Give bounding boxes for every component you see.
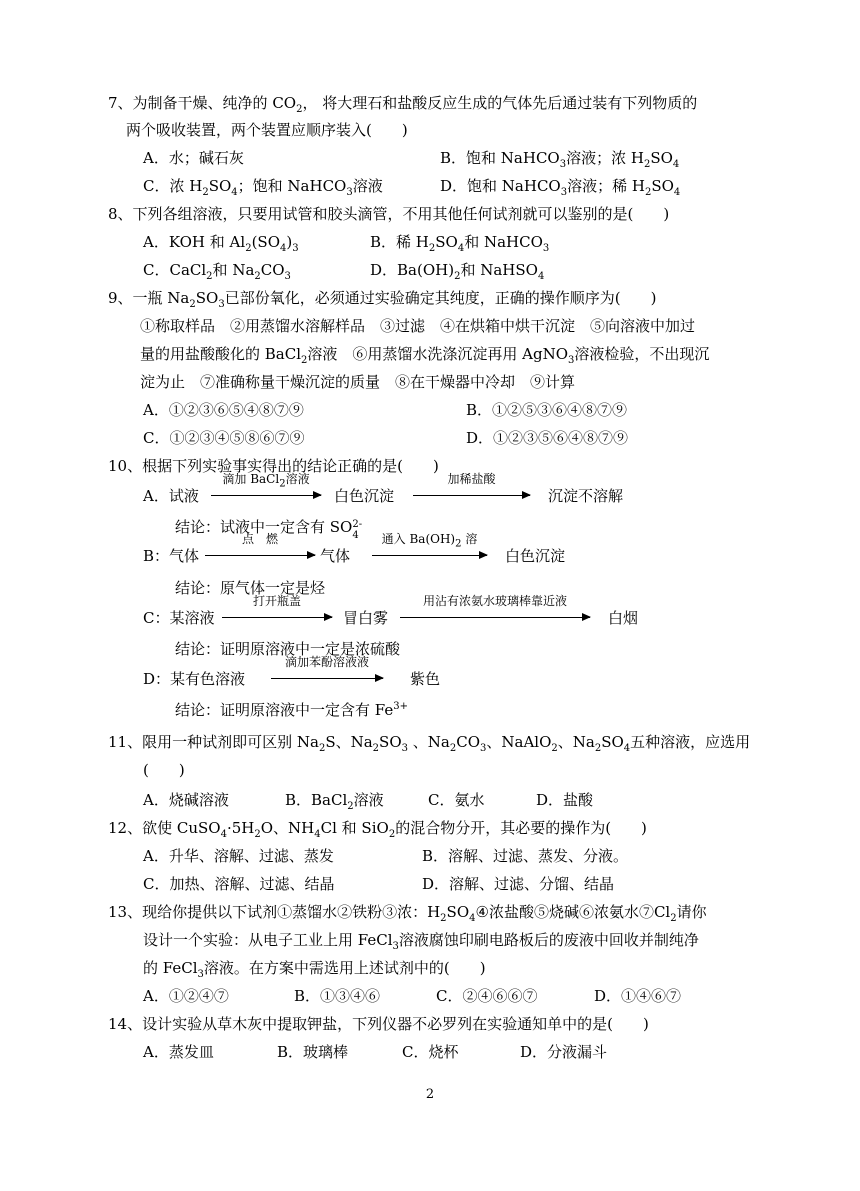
q10-b-end: 白色沉淀 [505, 547, 566, 565]
q10-stem: 10、根据下列实验事实得出的结论正确的是( ) [108, 457, 439, 475]
q11-option-c: C．氨水 [428, 791, 485, 809]
q10-c-start: C：某溶液 [143, 609, 215, 627]
arrow-head-icon [324, 613, 333, 621]
q7-option-c: C．浓 $H_2SO_4$；饱和 NaHCO$_3$溶液 [143, 177, 383, 198]
arrow-head-icon [582, 613, 591, 621]
q14-option-b: B．玻璃棒 [277, 1043, 349, 1061]
q11-option-b: B．BaCl$_2$溶液 [285, 791, 384, 812]
q10-a-arrow2 [413, 472, 530, 496]
q9-steps-line1: ①称取样品 ②用蒸馏水溶解样品 ③过滤 ④在烘箱中烘干沉淀 ⑤向溶液中加过 [140, 317, 696, 335]
q8-option-b: B．稀 $H_2SO_4$和 NaHCO$_3$ [370, 233, 550, 254]
q7-stem: 7、为制备干燥、纯净的 $CO_2$， 将大理石和盐酸反应生成的气体先后通过装有下列物质的 [108, 94, 698, 115]
q7-stem-line2: 两个吸收装置，两个装置应顺序装入( ) [126, 121, 408, 139]
q13-option-c: C．②④⑥⑥⑦ [436, 987, 538, 1005]
arrow-head-icon [313, 491, 322, 499]
q8-option-a: A．KOH 和 $Al_2(SO_4)_3$ [143, 233, 299, 254]
q10-c-mid: 冒白雾 [343, 609, 389, 627]
q10-c-arrow2-label: 用沾有浓氨水玻璃棒靠近液 [422, 594, 567, 608]
q13-option-d: D．①④⑥⑦ [594, 987, 682, 1005]
q13-stem: 13、现给你提供以下试剂①蒸馏水②铁粉③浓：$H_2SO_4④$浓盐酸⑤烧碱⑥浓氨水$⑦Cl_2$请你 [108, 903, 707, 924]
q8-option-d: D．$Ba(OH)_2$和 NaHSO$_4$ [370, 261, 545, 282]
arrow-head-icon [375, 674, 384, 682]
arrow-head-icon [479, 551, 488, 559]
q10-c-arrow2 [400, 594, 590, 618]
q8-stem: 8、下列各组溶液，只要用试管和胶头滴管，不用其他任何试剂就可以鉴别的是( ) [108, 205, 670, 223]
q10-a-conclusion: 结论：试液中一定含有 SO 2- 4 [175, 518, 363, 541]
q10-a-mid: 白色沉淀 [334, 487, 395, 505]
q13-option-a: A．①②④⑦ [143, 987, 229, 1005]
q10-c-arrow1 [222, 594, 332, 618]
q10-c-conclusion: 结论：证明原溶液中一定是浓硫酸 [175, 640, 401, 658]
q7-option-a: A．水；碱石灰 [143, 149, 244, 167]
q10-b-conclusion: 结论：原气体一定是烃 [175, 579, 326, 597]
q10-a-arrow1-label: 滴加 BaCl$_2$溶液 [222, 472, 310, 490]
q10-a-end: 沉淀不溶解 [548, 487, 624, 505]
q12-stem: 12、欲使 $CuSO_4\cdot 5H_2O$、$NH_4Cl$ 和 SiO$_2$的混合物分开，其必要的操作为( ) [108, 819, 647, 840]
q12-option-c: C．加热、溶解、过滤、结晶 [143, 875, 335, 893]
q14-option-d: D．分液漏斗 [520, 1043, 608, 1061]
q11-option-a: A．烧碱溶液 [143, 791, 229, 809]
q10-d-arrow1-label: 滴加苯酚溶液液 [284, 655, 369, 669]
arrow-head-icon [307, 551, 316, 559]
q13-stem-line3: 的 FeCl$_3$溶液。在方案中需选用上述试剂中的( ) [143, 959, 486, 980]
q14-option-a: A．蒸发皿 [143, 1043, 214, 1061]
q11-stem: 11、限用一种试剂即可区别 $Na_2S$、$Na_2SO_3$ 、$Na_2CO_3$、NaAlO$_2$、$Na_2SO_4$五种溶液，应选用 [108, 733, 751, 754]
q14-stem: 14、设计实验从草木灰中提取钾盐，下列仪器不必罗列在实验通知单中的是( ) [108, 1015, 649, 1033]
q10-d-arrow1 [271, 655, 383, 679]
q9-option-b: B．①②⑤③⑥④⑧⑦⑨ [466, 401, 628, 419]
q10-d-conclusion: 结论：证明原溶液中一定含有 $Fe^{3+}$ [175, 701, 408, 719]
q9-steps-line3: 淀为止 ⑦准确称量干燥沉淀的质量 ⑧在干燥器中冷却 ⑨计算 [140, 373, 576, 391]
q10-b-start: B：气体 [143, 547, 200, 565]
q9-option-c: C．①②③④⑤⑧⑥⑦⑨ [143, 429, 305, 447]
q10-d-end: 紫色 [410, 670, 441, 688]
q10-b-mid: 气体 [320, 547, 351, 565]
q10-b-arrow1-label: 点 燃 [241, 532, 278, 546]
q7-option-b: B．饱和 NaHCO$_3$溶液；浓 $H_2SO_4$ [440, 149, 680, 170]
q8-option-c: C．CaCl$_2$和 $Na_2CO_3$ [143, 261, 291, 282]
arrow-head-icon [522, 491, 531, 499]
q12-option-d: D．溶解、过滤、分馏、结晶 [422, 875, 615, 893]
q7-option-d: D．饱和 NaHCO$_3$溶液；稀 $H_2SO_4$ [440, 177, 681, 198]
q10-b-arrow2 [372, 532, 487, 556]
q10-a-arrow2-label: 加稀盐酸 [447, 472, 496, 486]
q10-c-end: 白烟 [608, 609, 639, 627]
q11-stem-line2: ( ) [143, 761, 185, 779]
q10-c-arrow1-label: 打开瓶盖 [252, 594, 301, 608]
q10-b-arrow1 [205, 532, 315, 556]
q10-b-arrow2-label: 通入 $Ba(OH)_2$ 溶 [381, 532, 478, 550]
q10-a-arrow1 [211, 472, 321, 496]
q14-option-c: C．烧杯 [402, 1043, 459, 1061]
q9-stem: 9、一瓶 $Na_2SO_3$已部份氧化，必须通过实验确定其纯度，正确的操作顺序为( ) [108, 289, 657, 310]
q10-a-start: A．试液 [143, 487, 199, 505]
q9-option-a: A．①②③⑥⑤④⑧⑦⑨ [143, 401, 304, 419]
q11-option-d: D．盐酸 [536, 791, 594, 809]
q13-option-b: B．①③④⑥ [294, 987, 381, 1005]
q13-stem-line2: 设计一个实验：从电子工业上用 FeCl$_3$溶液腐蚀印刷电路板后的废液中回收并制纯净 [143, 931, 699, 952]
q9-option-d: D．①②③⑤⑥④⑧⑦⑨ [466, 429, 629, 447]
q12-option-b: B．溶解、过滤、蒸发、分液。 [422, 847, 629, 865]
q10-d-start: D：某有色溶液 [143, 670, 246, 688]
q9-steps-line2: 量的用盐酸酸化的 BaCl$_2$溶液 ⑥用蒸馏水洗涤沉淀再用 AgNO$_3$溶液检验，不出现沉 [140, 345, 710, 366]
q12-option-a: A．升华、溶解、过滤、蒸发 [143, 847, 334, 865]
page-number: 2 [425, 1087, 435, 1102]
